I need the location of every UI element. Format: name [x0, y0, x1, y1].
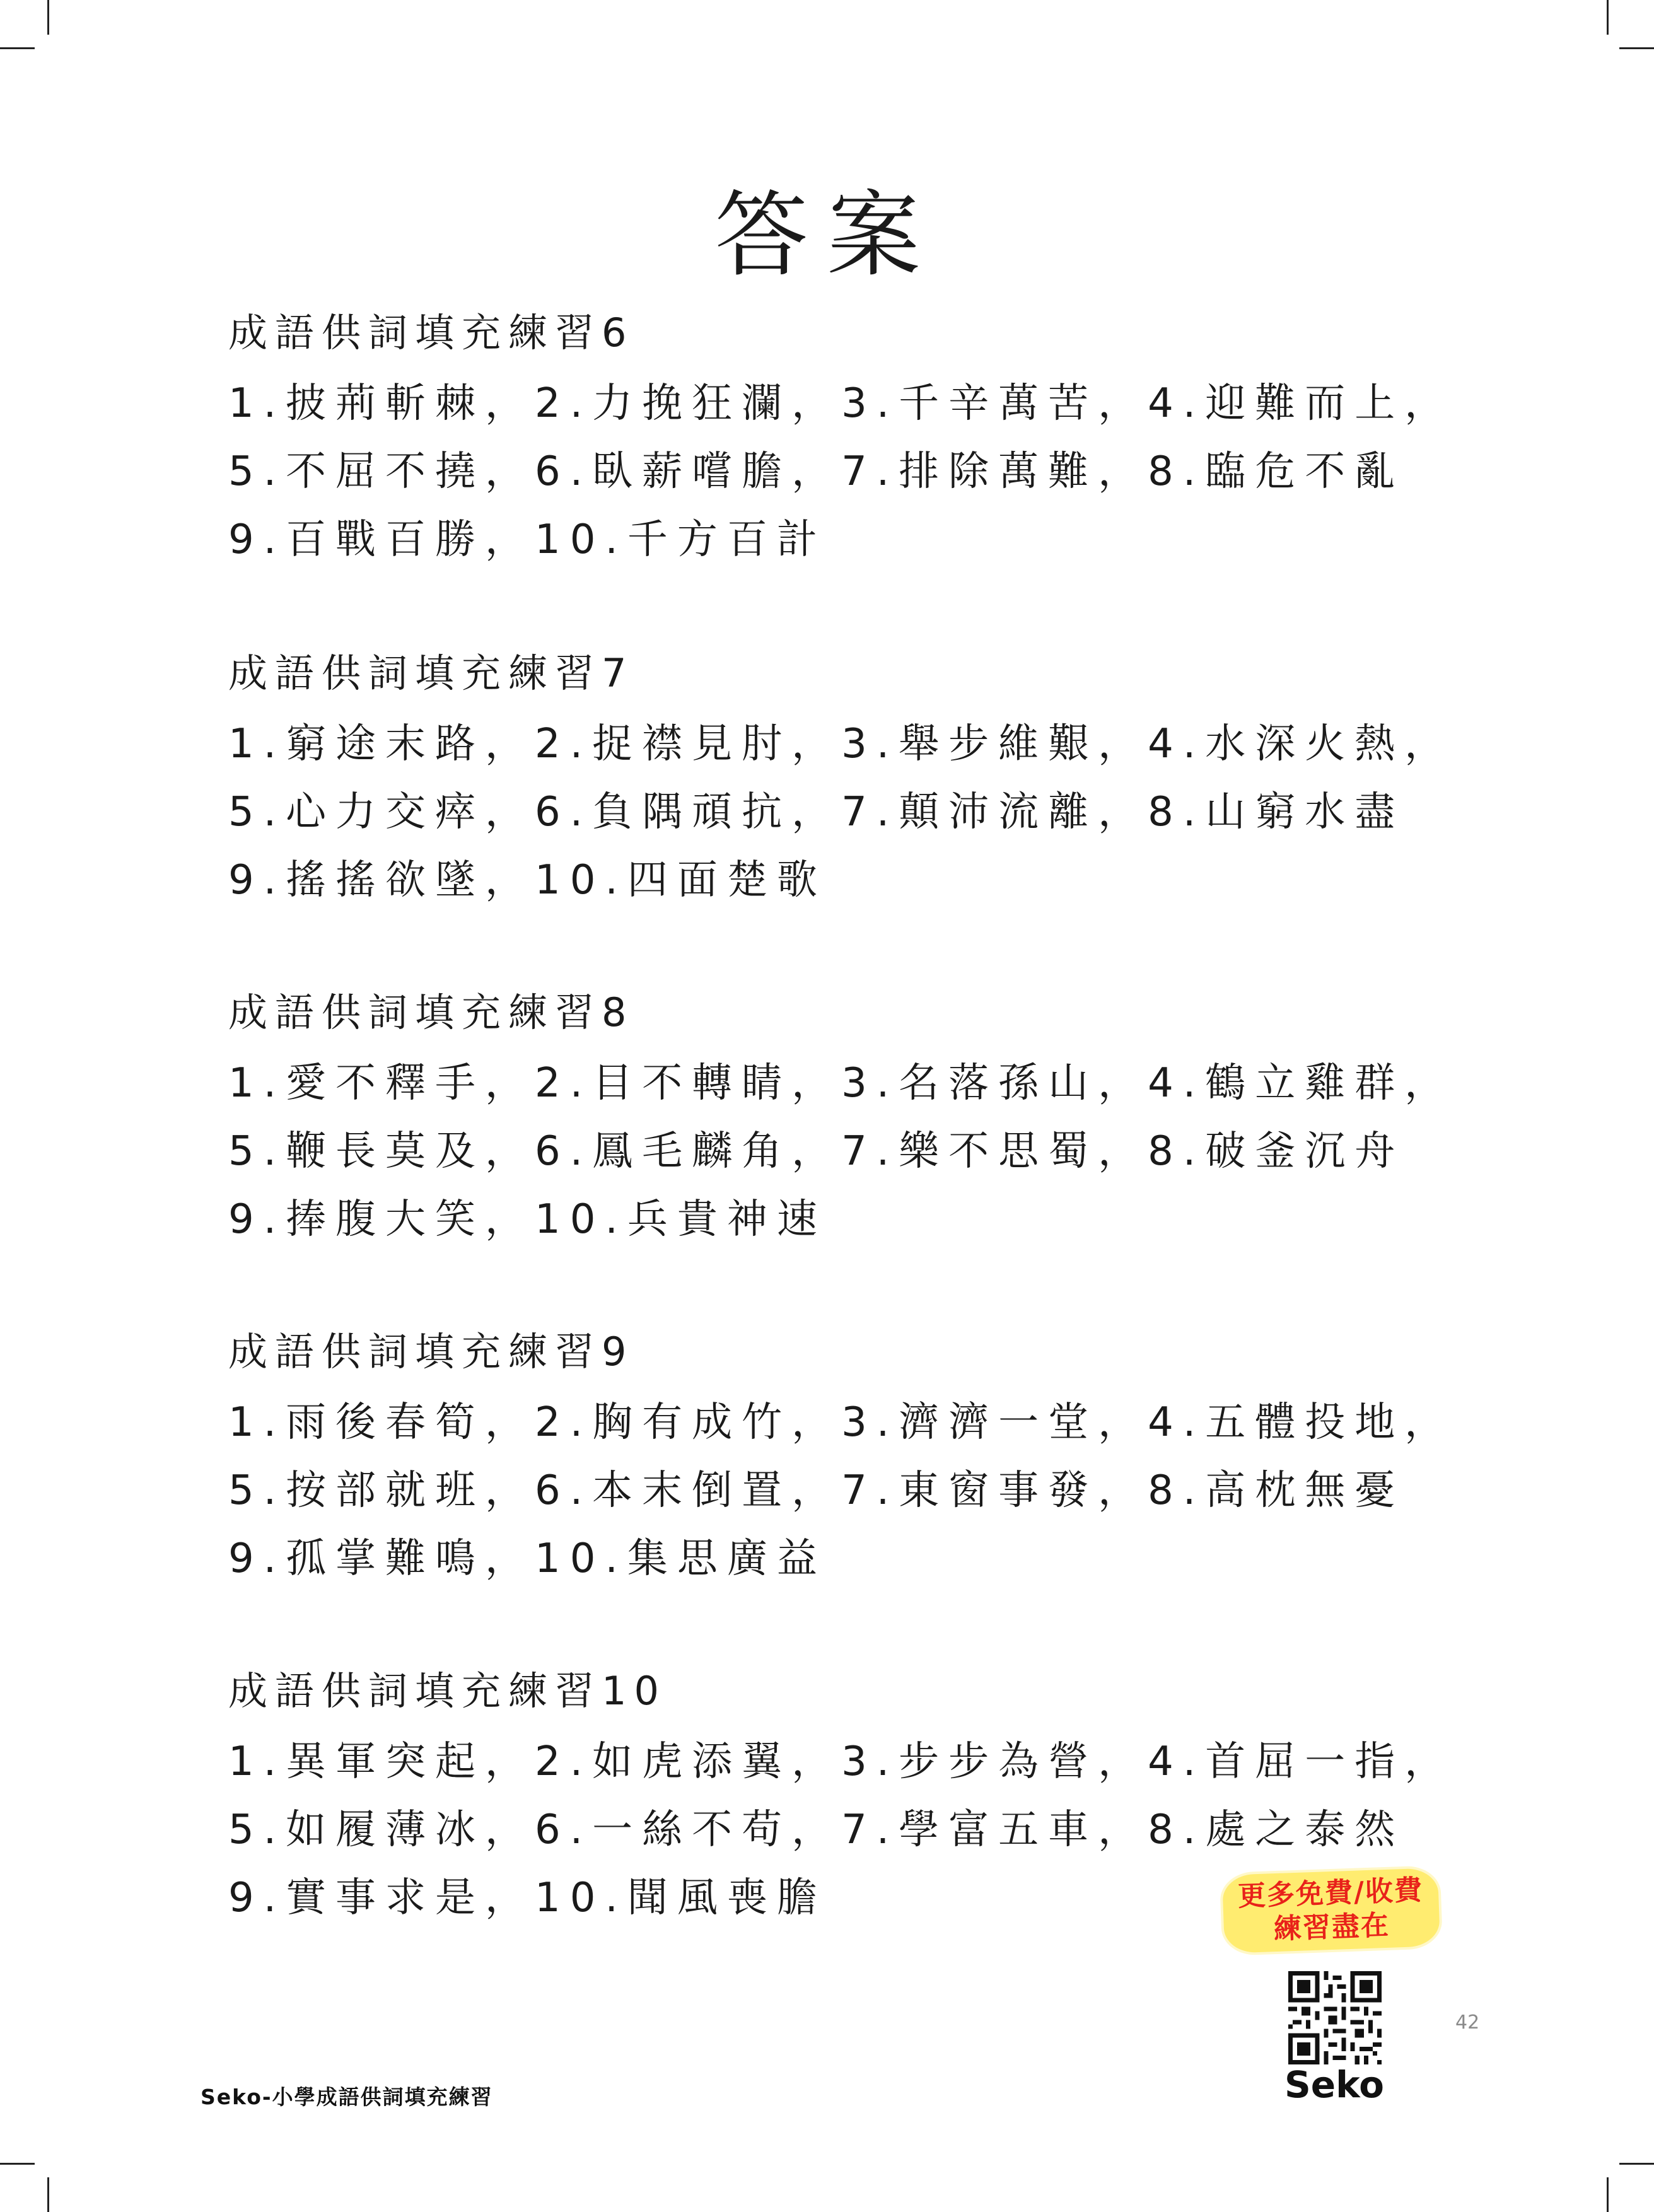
answer-line: 5.如履薄冰，6.一絲不苟，7.學富五車，8.處之泰然 [228, 1807, 1405, 1853]
answer-line: 1.披荊斬棘，2.力挽狂瀾，3.千辛萬苦，4.迎難而上， [228, 380, 1455, 427]
answer-line: 9.搖搖欲墜，10.四面楚歌 [228, 857, 827, 904]
answer-line: 5.心力交瘁，6.負隅頑抗，7.顛沛流離，8.山窮水盡 [228, 789, 1405, 835]
page-number: 42 [1455, 2011, 1480, 2034]
crop-mark [1607, 2177, 1609, 2212]
answer-section [228, 643, 1455, 914]
promo-line-1: 更多免費/收費 [1237, 1873, 1424, 1913]
answer-line: 5.鞭長莫及，6.鳳毛麟角，7.樂不思蜀，8.破釜沉舟 [228, 1128, 1405, 1175]
crop-mark [0, 47, 35, 49]
answer-line: 5.不屈不撓，6.臥薪嚐膽，7.排除萬難，8.臨危不亂 [228, 448, 1405, 495]
answer-line: 1.愛不釋手，2.目不轉睛，3.名落孫山，4.鶴立雞群， [228, 1060, 1455, 1107]
promo-badge [1222, 1868, 1440, 1953]
answer-line: 9.捧腹大笑，10.兵貴神速 [228, 1196, 827, 1243]
answer-line: 5.按部就班，6.本末倒置，7.東窗事發，8.高枕無憂 [228, 1467, 1405, 1514]
section-heading: 成語供詞填充練習10 [228, 1668, 667, 1714]
section-heading: 成語供詞填充練習8 [228, 989, 634, 1035]
answer-section [228, 1322, 1455, 1593]
answer-line: 1.異軍突起，2.如虎添翼，3.步步為營，4.首屈一指， [228, 1738, 1455, 1785]
crop-mark [47, 2177, 49, 2212]
crop-mark [47, 0, 49, 35]
answer-section [228, 982, 1455, 1254]
brand-logo: Seko [1284, 2063, 1384, 2106]
answer-line: 1.雨後春筍，2.胸有成竹，3.濟濟一堂，4.五體投地， [228, 1399, 1455, 1446]
promo-line-2: 練習盡在 [1273, 1909, 1390, 1946]
answer-line: 9.孤掌難鳴，10.集思廣益 [228, 1535, 827, 1582]
crop-mark [1607, 0, 1609, 35]
section-heading: 成語供詞填充練習9 [228, 1329, 634, 1375]
section-heading: 成語供詞填充練習6 [228, 310, 634, 356]
crop-mark [1619, 47, 1654, 49]
qr-code-icon[interactable] [1288, 1971, 1382, 2064]
footer-title: Seko-小學成語供詞填充練習 [201, 2085, 493, 2109]
answer-section [228, 303, 1455, 574]
answer-line: 9.實事求是，10.聞風喪膽 [228, 1875, 827, 1921]
crop-mark [0, 2163, 35, 2165]
answer-line: 1.窮途末路，2.捉襟見肘，3.舉步維艱，4.水深火熱， [228, 721, 1455, 767]
crop-mark [1619, 2163, 1654, 2165]
section-heading: 成語供詞填充練習7 [228, 650, 634, 696]
answer-line: 9.百戰百勝，10.千方百計 [228, 516, 827, 563]
page-title: 答案 [714, 181, 940, 289]
